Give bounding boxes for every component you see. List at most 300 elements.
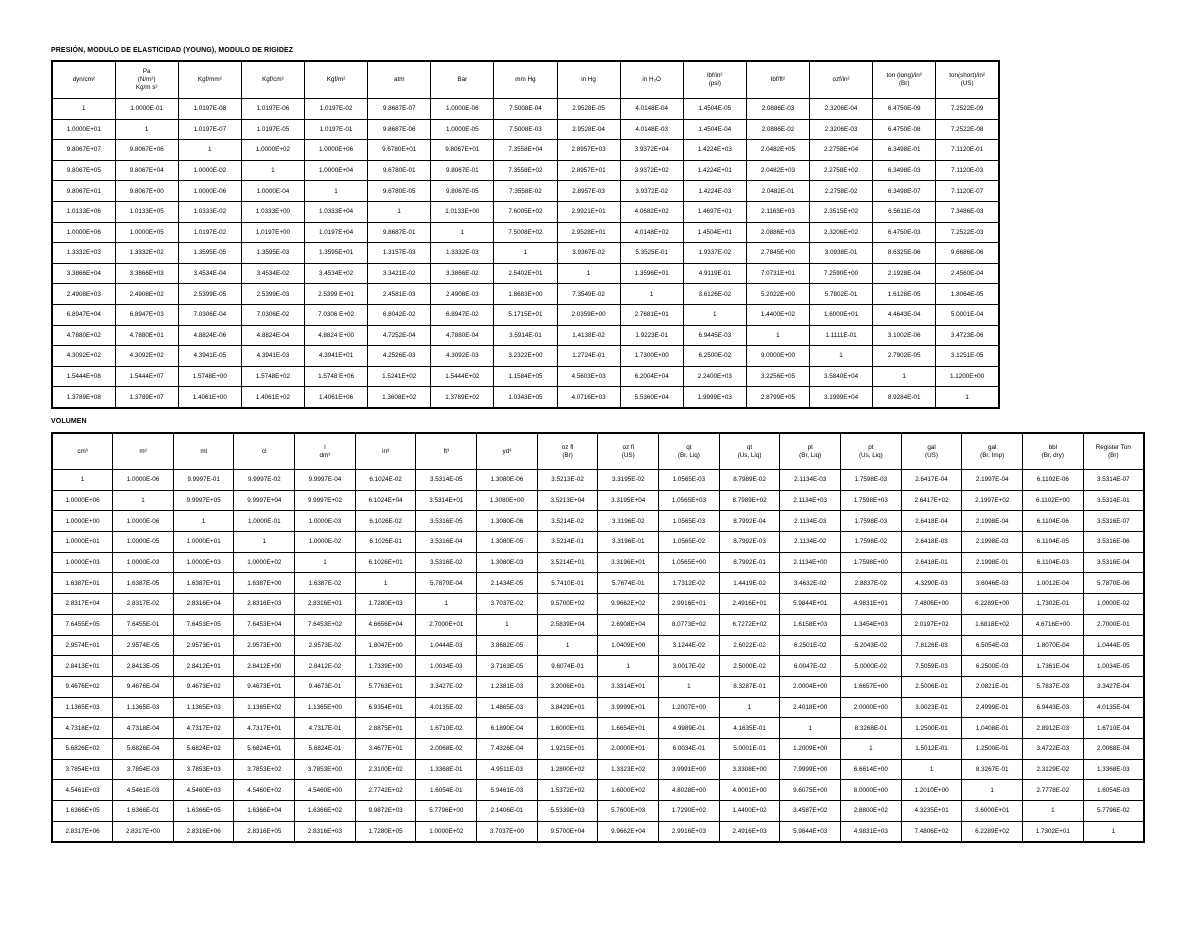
volume-table-cell: 5.7410E-01 bbox=[537, 573, 598, 594]
volume-table-cell: 3.7854E+03 bbox=[52, 759, 113, 780]
pressure-table-cell: 2.4908E+02 bbox=[115, 284, 178, 305]
pressure-table-cell: 2.0886E-03 bbox=[746, 99, 809, 120]
pressure-table-cell: 1.0133E+06 bbox=[52, 201, 115, 222]
volume-table-cell: 5.7870E-06 bbox=[1083, 573, 1144, 594]
pressure-table-row bbox=[52, 99, 999, 120]
pressure-table-cell: 9.8067E-05 bbox=[431, 181, 494, 202]
pressure-table-cell: 7.5008E+02 bbox=[494, 222, 557, 243]
pressure-table-cell: 2.3206E+02 bbox=[810, 222, 873, 243]
volume-header-text: (Us, Liq) bbox=[858, 451, 883, 459]
volume-table-cell: 1.4419E-02 bbox=[719, 573, 780, 594]
volume-table-cell: 6.1890E-04 bbox=[477, 718, 538, 739]
pressure-table-cell: 2.0886E+03 bbox=[746, 222, 809, 243]
pressure-table-cell: 7.0731E+01 bbox=[746, 263, 809, 284]
volume-table-cell: 1.6158E+03 bbox=[780, 614, 841, 635]
volume-table-cell: 9.4676E-04 bbox=[113, 676, 174, 697]
volume-table-cell: 4.8028E+00 bbox=[659, 780, 720, 801]
volume-table-cell: 3.5316E-07 bbox=[1083, 511, 1144, 532]
volume-table-cell: 1.0409E+00 bbox=[598, 635, 659, 656]
pressure-table-cell: 2.0359E+00 bbox=[557, 304, 620, 325]
volume-table-cell: 6.0034E-01 bbox=[659, 738, 720, 759]
volume-table-cell: 2.1134E-03 bbox=[780, 511, 841, 532]
volume-table-cell: 1.6366E+02 bbox=[295, 801, 356, 822]
volume-table-cell: 4.7318E+02 bbox=[52, 718, 113, 739]
volume-header-cell bbox=[537, 433, 598, 470]
volume-table-cell: 3.5214E-01 bbox=[537, 532, 598, 553]
volume-table-cell: 8.7992E-01 bbox=[719, 552, 780, 573]
volume-table-cell: 1 bbox=[173, 511, 234, 532]
volume-header-text: gal bbox=[987, 443, 997, 451]
volume-header-text: (Br, Liq) bbox=[799, 451, 822, 459]
pressure-table-cell: 1.4400E+02 bbox=[746, 304, 809, 325]
volume-table-cell: 9.9997E-04 bbox=[295, 470, 356, 491]
volume-table-cell: 3.5214E-02 bbox=[537, 511, 598, 532]
pressure-header-text: (N/m²) bbox=[137, 76, 156, 84]
volume-table-cell: 2.8412E+01 bbox=[173, 656, 234, 677]
pressure-table-cell: 1.0197E-01 bbox=[305, 119, 368, 140]
pressure-table-cell: 4.0682E+02 bbox=[620, 201, 683, 222]
volume-header-text: (Br, dry) bbox=[1041, 451, 1065, 459]
volume-header-text: (US) bbox=[621, 451, 635, 459]
volume-table-cell: 1 bbox=[1083, 821, 1144, 842]
pressure-table-cell: 1.9337E-02 bbox=[683, 243, 746, 264]
volume-table-cell: 1.2010E+00 bbox=[901, 780, 962, 801]
volume-table-cell: 2.0821E-01 bbox=[962, 676, 1023, 697]
volume-table-cell: 5.0000E-02 bbox=[841, 656, 902, 677]
volume-table-cell: 1.0000E-02 bbox=[295, 532, 356, 553]
volume-table-cell: 1.0000E+01 bbox=[52, 532, 113, 553]
volume-table-cell: 5.6826E-04 bbox=[113, 738, 174, 759]
volume-table-cell: 3.4677E+01 bbox=[355, 738, 416, 759]
pressure-table-cell: 4.5603E+03 bbox=[557, 366, 620, 387]
volume-table-cell: 2.4916E+03 bbox=[719, 821, 780, 842]
pressure-table-cell: 2.9528E+01 bbox=[557, 222, 620, 243]
pressure-header-cell bbox=[810, 61, 873, 99]
pressure-table-cell: 1.4504E+01 bbox=[683, 222, 746, 243]
pressure-header-cell bbox=[368, 61, 431, 99]
volume-table-cell: 9.4676E+02 bbox=[52, 676, 113, 697]
pressure-table-cell: 9.8067E+01 bbox=[52, 181, 115, 202]
volume-table-cell: 7.5059E-03 bbox=[901, 656, 962, 677]
pressure-table-cell: 4.2526E-03 bbox=[368, 346, 431, 367]
volume-table-row bbox=[52, 656, 1144, 677]
volume-table-cell: 1.0565E+03 bbox=[659, 490, 720, 511]
volume-table-row bbox=[52, 676, 1144, 697]
volume-table-row bbox=[52, 470, 1144, 491]
pressure-table-cell: 9.8067E+07 bbox=[52, 140, 115, 161]
volume-table-cell: 2.8800E+02 bbox=[841, 801, 902, 822]
volume-table-cell: 6.7272E+02 bbox=[719, 614, 780, 635]
volume-table-cell: 9.9997E+05 bbox=[173, 490, 234, 511]
pressure-table-cell: 7.5008E-04 bbox=[494, 99, 557, 120]
pressure-table-cell: 2.3515E+02 bbox=[810, 201, 873, 222]
volume-section-title: VOLUMEN bbox=[51, 418, 87, 425]
pressure-header-text: Bar bbox=[457, 76, 468, 84]
pressure-table-cell: 7.1120E-01 bbox=[936, 140, 999, 161]
volume-table-cell: 5.7763E+01 bbox=[355, 676, 416, 697]
volume-table-cell: 3.0023E-01 bbox=[901, 697, 962, 718]
volume-table-cell: 3.3314E+01 bbox=[598, 676, 659, 697]
pressure-table-cell: 8.6325E-06 bbox=[873, 243, 936, 264]
volume-table-cell: 1.6387E+00 bbox=[234, 573, 295, 594]
pressure-header-text: lbf/ft² bbox=[770, 76, 785, 84]
pressure-table-cell: 3.6126E-02 bbox=[683, 284, 746, 305]
volume-table-cell: 2.0004E+00 bbox=[780, 676, 841, 697]
volume-table-cell: 6.2500E-03 bbox=[962, 656, 1023, 677]
pressure-table-cell: 1.0197E-05 bbox=[241, 119, 304, 140]
pressure-table-cell: 7.3549E-02 bbox=[557, 284, 620, 305]
pressure-table-cell: 2.4908E+03 bbox=[52, 284, 115, 305]
pressure-table-cell: 1 bbox=[431, 222, 494, 243]
pressure-table-cell: 1.3789E+07 bbox=[115, 387, 178, 408]
volume-table-cell: 2.4916E+01 bbox=[719, 594, 780, 615]
pressure-section-title: PRESIÓN, MODULO DE ELASTICIDAD (YOUNG), MODULO DE RIGIDEZ bbox=[51, 47, 294, 54]
pressure-header-cell bbox=[115, 61, 178, 99]
pressure-table-cell: 2.5399 E+01 bbox=[305, 284, 368, 305]
pressure-table-row bbox=[52, 160, 999, 181]
volume-table-cell: 8.0000E+00 bbox=[841, 780, 902, 801]
pressure-table-cell: 8.9284E-01 bbox=[873, 387, 936, 408]
volume-table-cell: 9.4673E+02 bbox=[173, 676, 234, 697]
volume-table-cell: 1.0000E-02 bbox=[1083, 594, 1144, 615]
volume-table-cell: 1.0034E-05 bbox=[1083, 656, 1144, 677]
volume-table-cell: 3.3195E-02 bbox=[598, 470, 659, 491]
pressure-table-cell: 4.0148E-03 bbox=[620, 119, 683, 140]
pressure-table-cell: 1.4138E-02 bbox=[557, 325, 620, 346]
pressure-table-cell: 1.5748 E+06 bbox=[305, 366, 368, 387]
volume-table-cell: 1.7302E+01 bbox=[1023, 821, 1084, 842]
pressure-table-cell: 7.2590E+00 bbox=[810, 263, 873, 284]
volume-table-cell: 3.5213E+04 bbox=[537, 490, 598, 511]
pressure-table-cell: 1.5444E+07 bbox=[115, 366, 178, 387]
volume-table-cell: 1.5012E-01 bbox=[901, 738, 962, 759]
volume-table-cell: 2.6418E-01 bbox=[901, 552, 962, 573]
pressure-table-cell: 1.0000E-06 bbox=[431, 99, 494, 120]
volume-table-cell: 9.9997E+04 bbox=[234, 490, 295, 511]
volume-table-cell: 3.5316E-06 bbox=[1083, 532, 1144, 553]
volume-table-row bbox=[52, 759, 1144, 780]
pressure-table-row bbox=[52, 119, 999, 140]
pressure-table-cell: 4.3092E+02 bbox=[52, 346, 115, 367]
volume-table-cell: 2.1134E-02 bbox=[780, 532, 841, 553]
volume-table-cell: 5.2043E-02 bbox=[841, 635, 902, 656]
pressure-table-cell: 1.7300E+00 bbox=[620, 346, 683, 367]
pressure-table-cell: 1 bbox=[52, 99, 115, 120]
pressure-table-cell: 1.3157E-03 bbox=[368, 243, 431, 264]
volume-header-cell bbox=[234, 433, 295, 470]
pressure-header-row bbox=[52, 61, 999, 99]
volume-table-cell: 5.0001E-01 bbox=[719, 738, 780, 759]
pressure-table-cell: 3.4534E-04 bbox=[178, 263, 241, 284]
pressure-table-row bbox=[52, 325, 999, 346]
volume-header-text: in³ bbox=[382, 447, 390, 455]
volume-table-cell: 1.6387E-05 bbox=[113, 573, 174, 594]
pressure-table-cell: 5.2022E+00 bbox=[746, 284, 809, 305]
pressure-table-cell: 1.0197E-02 bbox=[178, 222, 241, 243]
pressure-table-cell: 1 bbox=[494, 243, 557, 264]
volume-table-cell: 2.6908E+04 bbox=[598, 614, 659, 635]
pressure-table-cell: 2.0886E-02 bbox=[746, 119, 809, 140]
volume-table-cell: 5.7600E+03 bbox=[598, 801, 659, 822]
pressure-table-cell: 5.3525E-01 bbox=[620, 243, 683, 264]
volume-table-cell: 3.5316E-02 bbox=[416, 552, 477, 573]
pressure-table-cell: 3.4534E-02 bbox=[241, 263, 304, 284]
volume-table-cell: 6.1024E+04 bbox=[355, 490, 416, 511]
volume-table-cell: 2.0068E-02 bbox=[416, 738, 477, 759]
pressure-table-cell: 1.3595E+01 bbox=[305, 243, 368, 264]
pressure-table-cell: 6.2500E-02 bbox=[683, 346, 746, 367]
pressure-table-cell: 1 bbox=[368, 201, 431, 222]
volume-table-cell: 2.9916E+01 bbox=[659, 594, 720, 615]
pressure-table-cell: 6.4750E-08 bbox=[873, 119, 936, 140]
pressure-table-cell: 1.1584E+05 bbox=[494, 366, 557, 387]
pressure-table-cell: 2.7681E+01 bbox=[620, 304, 683, 325]
pressure-table-cell: 1.0000E+06 bbox=[52, 222, 115, 243]
pressure-table-cell: 4.8824 E+00 bbox=[305, 325, 368, 346]
pressure-table-cell: 1 bbox=[873, 366, 936, 387]
volume-table-cell: 2.9916E+03 bbox=[659, 821, 720, 842]
pressure-table-cell: 6.3498E-01 bbox=[873, 140, 936, 161]
volume-table-cell: 1.2500E-01 bbox=[962, 738, 1023, 759]
volume-table-cell: 1.0408E-01 bbox=[962, 718, 1023, 739]
volume-table-cell: 2.6418E-04 bbox=[901, 511, 962, 532]
volume-table-cell: 5.6824E+02 bbox=[173, 738, 234, 759]
volume-table-cell: 1 bbox=[355, 573, 416, 594]
pressure-table-cell: 6.8947E+03 bbox=[115, 304, 178, 325]
volume-table-cell: 2.1134E-03 bbox=[780, 470, 841, 491]
pressure-table-cell: 1.2724E-01 bbox=[557, 346, 620, 367]
volume-table-cell: 1.0000E-01 bbox=[234, 511, 295, 532]
volume-table-cell: 1.6054E-03 bbox=[1083, 780, 1144, 801]
volume-table-cell: 3.3427E-02 bbox=[416, 676, 477, 697]
volume-table-cell: 3.5214E+01 bbox=[537, 552, 598, 573]
volume-table-cell: 1.0565E-03 bbox=[659, 470, 720, 491]
volume-table-cell: 6.1026E-01 bbox=[355, 532, 416, 553]
volume-table-cell: 8.3267E-01 bbox=[962, 759, 1023, 780]
pressure-table-cell: 1.0000E+02 bbox=[241, 140, 304, 161]
pressure-table-cell: 9.6780E+01 bbox=[368, 140, 431, 161]
pressure-header-text: lbf/in² bbox=[707, 72, 723, 80]
volume-table-cell: 1.1365E+00 bbox=[295, 697, 356, 718]
volume-table-cell: 2.8316E+03 bbox=[295, 821, 356, 842]
volume-table-cell: 3.5314E-05 bbox=[416, 470, 477, 491]
volume-table-cell: 6.1104E-03 bbox=[1023, 552, 1084, 573]
pressure-table-row bbox=[52, 201, 999, 222]
volume-table-cell: 3.5314E+01 bbox=[416, 490, 477, 511]
volume-table-cell: 3.3196E+01 bbox=[598, 552, 659, 573]
volume-table-cell: 2.8317E+06 bbox=[52, 821, 113, 842]
volume-table-row bbox=[52, 718, 1144, 739]
pressure-table-cell: 3.1002E-06 bbox=[873, 325, 936, 346]
volume-table-cell: 4.5460E+00 bbox=[295, 780, 356, 801]
pressure-table-cell: 4.8824E-04 bbox=[241, 325, 304, 346]
pressure-table-cell: 1.0133E+00 bbox=[431, 201, 494, 222]
volume-table-cell: 1.7290E+02 bbox=[659, 801, 720, 822]
volume-header-text: yd³ bbox=[502, 447, 512, 455]
volume-table-cell: 2.1434E-05 bbox=[477, 573, 538, 594]
volume-table-row bbox=[52, 801, 1144, 822]
pressure-table-cell: 1.4061E+02 bbox=[241, 387, 304, 408]
volume-header-text: (Br, Liq) bbox=[677, 451, 700, 459]
volume-table-cell: 1.0565E-03 bbox=[659, 511, 720, 532]
volume-table-cell: 2.8837E-02 bbox=[841, 573, 902, 594]
volume-table-cell: 8.7989E-02 bbox=[719, 470, 780, 491]
volume-table-cell: 2.1998E-04 bbox=[962, 511, 1023, 532]
pressure-table-cell: 5.1715E+01 bbox=[494, 304, 557, 325]
pressure-table-cell: 4.8824E-06 bbox=[178, 325, 241, 346]
pressure-table-cell: 1.0333E-02 bbox=[178, 201, 241, 222]
volume-table-row bbox=[52, 614, 1144, 635]
volume-header-text: ft³ bbox=[443, 447, 450, 455]
pressure-table-cell: 1.3596E+01 bbox=[620, 263, 683, 284]
volume-table-cell: 6.1102E+00 bbox=[1023, 490, 1084, 511]
pressure-table-cell: 3.5914E-01 bbox=[494, 325, 557, 346]
pressure-table-cell: 4.3092E+02 bbox=[115, 346, 178, 367]
volume-table-cell: 2.0000E+01 bbox=[598, 738, 659, 759]
pressure-table-cell: 1.5444E+02 bbox=[431, 366, 494, 387]
volume-table-cell: 1.0444E-05 bbox=[1083, 635, 1144, 656]
volume-table-cell: 9.4673E+01 bbox=[234, 676, 295, 697]
pressure-table-cell: 1.4061E+00 bbox=[178, 387, 241, 408]
volume-table-row bbox=[52, 821, 1144, 842]
volume-table-cell: 1.3080E-06 bbox=[477, 511, 538, 532]
volume-table-cell: 1.1365E+03 bbox=[52, 697, 113, 718]
pressure-table-cell: 1.8683E+00 bbox=[494, 284, 557, 305]
volume-conversion-table bbox=[51, 432, 1145, 843]
volume-table-cell: 2.7000E+01 bbox=[416, 614, 477, 635]
pressure-table-cell: 1.4224E+03 bbox=[683, 140, 746, 161]
pressure-table-cell: 1 bbox=[683, 304, 746, 325]
volume-table-cell: 1.0000E+02 bbox=[416, 821, 477, 842]
pressure-table-cell: 3.3866E+04 bbox=[52, 263, 115, 284]
pressure-header-text: ozf/in² bbox=[832, 76, 850, 84]
volume-table-cell: 1.0034E-03 bbox=[416, 656, 477, 677]
volume-table-cell: 1.2500E-01 bbox=[901, 718, 962, 739]
pressure-table-cell: 1.0133E+05 bbox=[115, 201, 178, 222]
volume-table-cell: 1.7361E-04 bbox=[1023, 656, 1084, 677]
volume-table-cell: 2.8317E-02 bbox=[113, 594, 174, 615]
volume-table-row bbox=[52, 594, 1144, 615]
pressure-table-cell: 1.5444E+08 bbox=[52, 366, 115, 387]
pressure-table-cell: 1.0000E-06 bbox=[178, 181, 241, 202]
pressure-table-cell: 3.3421E-02 bbox=[368, 263, 431, 284]
pressure-table-cell: 1.0000E-02 bbox=[178, 160, 241, 181]
pressure-header-text: Kgf/m² bbox=[326, 76, 346, 84]
volume-table-cell: 3.7037E+00 bbox=[477, 821, 538, 842]
volume-table-cell: 1.3080E-03 bbox=[477, 552, 538, 573]
volume-table-cell: 1 bbox=[113, 490, 174, 511]
pressure-table-cell: 9.6780E-05 bbox=[368, 181, 431, 202]
volume-table-cell: 1.0000E-06 bbox=[113, 511, 174, 532]
pressure-table-cell: 9.8067E+01 bbox=[431, 140, 494, 161]
volume-header-text: pt bbox=[868, 443, 874, 451]
pressure-table-cell: 9.8067E+00 bbox=[115, 181, 178, 202]
pressure-table-cell: 1.0000E+04 bbox=[305, 160, 368, 181]
pressure-table-cell: 2.1928E-04 bbox=[873, 263, 936, 284]
pressure-header-cell bbox=[873, 61, 936, 99]
pressure-table-cell: 1 bbox=[241, 160, 304, 181]
pressure-header-cell bbox=[936, 61, 999, 99]
volume-table-cell: 2.7742E+02 bbox=[355, 780, 416, 801]
pressure-table-cell: 2.2758E+02 bbox=[810, 160, 873, 181]
volume-table-cell: 6.1026E-02 bbox=[355, 511, 416, 532]
volume-header-cell bbox=[1083, 433, 1144, 470]
pressure-table-cell: 3.9372E+04 bbox=[620, 140, 683, 161]
volume-table-cell: 4.6656E+04 bbox=[355, 614, 416, 635]
pressure-table-cell: 6.5611E-03 bbox=[873, 201, 936, 222]
volume-table-cell: 1 bbox=[1023, 801, 1084, 822]
volume-table-cell: 3.5314E-07 bbox=[1083, 470, 1144, 491]
pressure-table-cell: 1.5748E+00 bbox=[178, 366, 241, 387]
volume-table-cell: 9.9997E-02 bbox=[234, 470, 295, 491]
volume-table-cell: 1.6000E+01 bbox=[537, 718, 598, 739]
volume-table-cell: 5.7796E-02 bbox=[1083, 801, 1144, 822]
pressure-table-cell: 2.8957E-03 bbox=[557, 181, 620, 202]
pressure-header-cell bbox=[746, 61, 809, 99]
volume-table-cell: 6.1026E+01 bbox=[355, 552, 416, 573]
volume-table-cell: 2.0068E-04 bbox=[1083, 738, 1144, 759]
pressure-table-cell: 1 bbox=[746, 325, 809, 346]
pressure-table-cell: 2.7902E-05 bbox=[873, 346, 936, 367]
pressure-table-row bbox=[52, 346, 999, 367]
pressure-table-cell: 2.9528E-05 bbox=[557, 99, 620, 120]
volume-header-text: (Br) bbox=[1108, 451, 1119, 459]
volume-table-cell: 2.9573E-02 bbox=[295, 635, 356, 656]
volume-table-cell: 1 bbox=[537, 635, 598, 656]
pressure-table-cell: 7.0306 E+02 bbox=[305, 304, 368, 325]
volume-table-cell: 4.0001E+00 bbox=[719, 780, 780, 801]
volume-table-cell: 9.5700E+04 bbox=[537, 821, 598, 842]
volume-table-cell: 4.9831E+03 bbox=[841, 821, 902, 842]
pressure-table-cell: 6.9445E-03 bbox=[683, 325, 746, 346]
volume-table-cell: 4.9989E-01 bbox=[659, 718, 720, 739]
volume-table-cell: 1.2800E+02 bbox=[537, 759, 598, 780]
volume-table-row bbox=[52, 573, 1144, 594]
pressure-table-cell: 2.8799E+05 bbox=[746, 387, 809, 408]
volume-header-text: qt bbox=[686, 443, 692, 451]
pressure-table-cell: 1.3595E-03 bbox=[241, 243, 304, 264]
volume-table-cell: 6.0047E-02 bbox=[780, 656, 841, 677]
volume-table-cell: 1.6387E+01 bbox=[52, 573, 113, 594]
volume-table-cell: 3.9991E+00 bbox=[659, 759, 720, 780]
volume-table-cell: 1.7312E-02 bbox=[659, 573, 720, 594]
volume-header-text: cl bbox=[262, 447, 267, 455]
volume-table-cell: 4.7318E-04 bbox=[113, 718, 174, 739]
volume-table-cell: 4.9831E+01 bbox=[841, 594, 902, 615]
volume-header-text: bbl bbox=[1048, 443, 1058, 451]
volume-table-cell: 4.7317E+01 bbox=[234, 718, 295, 739]
volume-table-cell: 6.1104E-05 bbox=[1023, 532, 1084, 553]
volume-header-text: ml bbox=[200, 447, 207, 455]
volume-table-cell: 1.1365E+03 bbox=[173, 697, 234, 718]
volume-table-cell: 1.2381E-03 bbox=[477, 676, 538, 697]
pressure-table-cell: 6.4750E-03 bbox=[873, 222, 936, 243]
volume-table-cell: 6.1104E-06 bbox=[1023, 511, 1084, 532]
volume-table-cell: 3.8682E-05 bbox=[477, 635, 538, 656]
pressure-table-cell: 2.2400E+03 bbox=[683, 366, 746, 387]
volume-table-cell: 7.6455E+05 bbox=[52, 614, 113, 635]
volume-table-cell: 2.8317E+04 bbox=[52, 594, 113, 615]
volume-table-cell: 1.5372E+02 bbox=[537, 780, 598, 801]
pressure-table-cell: 5.7802E-01 bbox=[810, 284, 873, 305]
pressure-table-cell: 2.0482E+05 bbox=[746, 140, 809, 161]
pressure-table-cell: 2.9921E+01 bbox=[557, 201, 620, 222]
pressure-table-cell: 3.0938E-01 bbox=[810, 243, 873, 264]
pressure-table-cell: 4.7880E-04 bbox=[431, 325, 494, 346]
volume-header-cell bbox=[355, 433, 416, 470]
pressure-table-cell: 1.1111E-01 bbox=[810, 325, 873, 346]
volume-table-cell: 4.6716E+00 bbox=[1023, 614, 1084, 635]
